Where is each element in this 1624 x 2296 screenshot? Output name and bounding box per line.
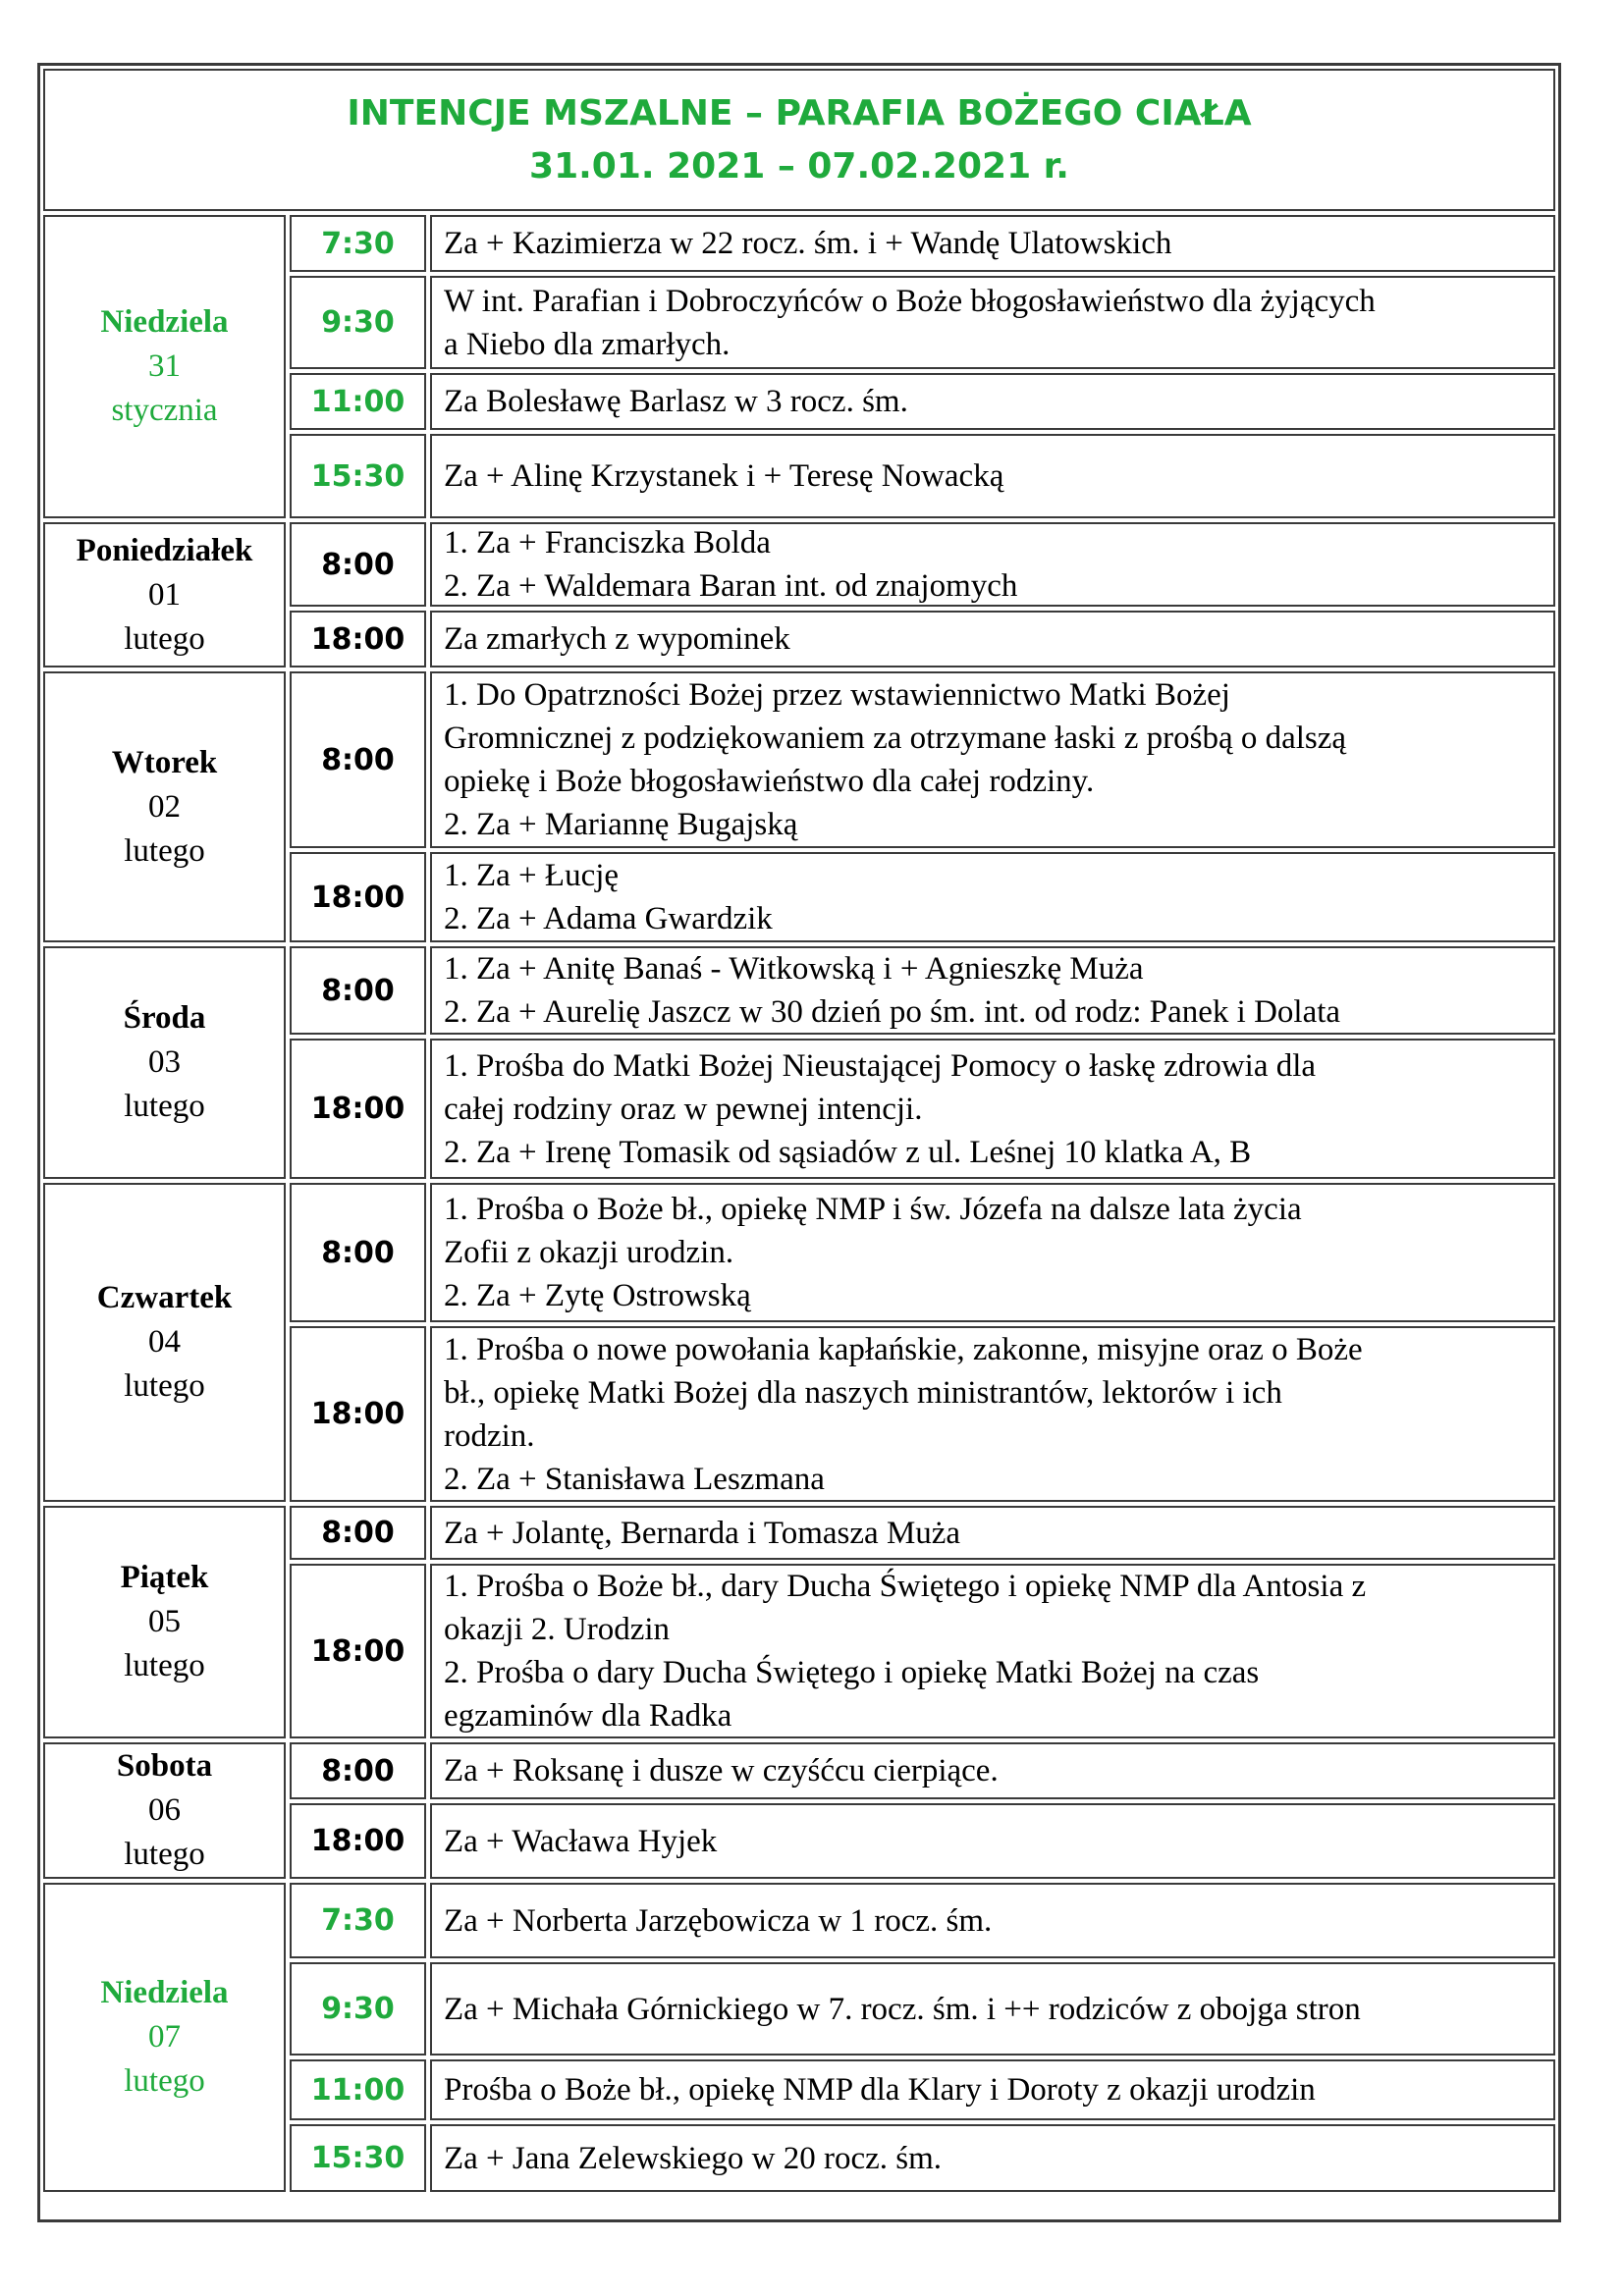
mass-time: 8:00	[290, 522, 426, 607]
mass-intention	[430, 2124, 1555, 2192]
mass-intention	[430, 1883, 1555, 1958]
mass-intention	[430, 434, 1555, 518]
day-cell	[43, 1883, 286, 2192]
mass-time: 15:30	[290, 2124, 426, 2192]
day-month: lutego	[124, 2063, 205, 2099]
day-number: 06	[148, 1792, 181, 1828]
mass-time: 18:00	[290, 1039, 426, 1179]
day-number: 04	[148, 1324, 181, 1360]
intention-line: 1. Za + Franciszka Bolda	[444, 525, 771, 561]
intention-line: Za + Wacława Hyjek	[444, 1823, 718, 1859]
mass-time: 15:30	[290, 434, 426, 518]
intention-line: Za + Norberta Jarzębowicza w 1 rocz. śm.	[444, 1902, 993, 1939]
intention-line: Za + Jolantę, Bernarda i Tomasza Muża	[444, 1515, 961, 1551]
date-range: 31.01. 2021 – 07.02.2021 r.	[529, 145, 1069, 187]
day-month: lutego	[124, 1089, 205, 1124]
day-number: 03	[148, 1044, 181, 1080]
mass-time: 8:00	[290, 1183, 426, 1322]
day-month: lutego	[124, 1368, 205, 1404]
day-cell	[43, 1506, 286, 1738]
day-month: stycznia	[111, 393, 218, 428]
intention-line: egzaminów dla Radka	[444, 1698, 732, 1734]
day-month: lutego	[124, 1837, 205, 1872]
mass-intention	[430, 1039, 1555, 1179]
day-number: 02	[148, 788, 181, 825]
document-title: INTENCJE MSZALNE – PARAFIA BOŻEGO CIAŁA	[347, 92, 1252, 133]
day-number: 07	[148, 2019, 181, 2055]
day-name: Niedziela	[100, 304, 229, 340]
intentions-table	[43, 69, 1555, 2216]
day-cell	[43, 215, 286, 518]
mass-intention	[430, 215, 1555, 272]
intention-line: Prośba o Boże bł., opiekę NMP dla Klary i Doroty z okazji urodzin	[444, 2072, 1316, 2108]
day-month: lutego	[124, 620, 205, 657]
intention-line: 1. Prośba o Boże bł., opiekę NMP i św. Józefa na dalsze lata życia	[444, 1192, 1302, 1227]
intention-line: 1. Za + Anitę Banaś - Witkowską i + Agnieszkę Muża	[444, 951, 1144, 987]
mass-time: 18:00	[290, 611, 426, 667]
mass-intentions-sheet	[37, 63, 1561, 2222]
intention-line: Za zmarłych z wypominek	[444, 621, 790, 657]
intention-line: 1. Prośba o Boże bł., dary Ducha Świętego i opiekę NMP dla Antosia z	[444, 1569, 1367, 1604]
intention-line: 2. Za + Waldemara Baran int. od znajomych	[444, 568, 1018, 604]
day-cell	[43, 946, 286, 1179]
day-number: 31	[148, 348, 181, 384]
intention-line: 2. Za + Adama Gwardzik	[444, 901, 773, 936]
mass-intention	[430, 522, 1555, 607]
intention-line: W int. Parafian i Dobroczyńców o Boże błogosławieństwo dla żyjących	[444, 283, 1376, 319]
intention-line: 2. Prośba o dary Ducha Świętego i opiekę Matki Bożej na czas	[444, 1655, 1260, 1690]
intention-line: 2. Za + Mariannę Bugajską	[444, 807, 798, 842]
intention-line: rodzin.	[444, 1417, 535, 1454]
intention-line: Zofii z okazji urodzin.	[444, 1235, 734, 1270]
mass-time: 18:00	[290, 1326, 426, 1502]
mass-intention	[430, 1742, 1555, 1799]
mass-intention	[430, 946, 1555, 1035]
day-cell	[43, 522, 286, 667]
day-name: Niedziela	[100, 1975, 229, 2010]
mass-time: 8:00	[290, 1742, 426, 1799]
intention-line: a Niebo dla zmarłych.	[444, 326, 731, 362]
mass-intention	[430, 1506, 1555, 1560]
intention-line: Za + Alinę Krzystanek i + Teresę Nowacką	[444, 458, 1004, 494]
day-name: Środa	[123, 1000, 206, 1036]
intention-line: 2. Za + Irenę Tomasik od sąsiadów z ul. Leśnej 10 klatka A, B	[444, 1134, 1252, 1170]
day-name: Wtorek	[111, 744, 218, 780]
intention-line: 1. Za + Łucję	[444, 858, 620, 893]
mass-intention	[430, 611, 1555, 667]
mass-time: 9:30	[290, 276, 426, 369]
intention-line: 1. Prośba do Matki Bożej Nieustającej Pomocy o łaskę zdrowia dla	[444, 1047, 1317, 1084]
intention-line: opiekę i Boże błogosławieństwo dla całej rodziny.	[444, 764, 1095, 799]
mass-time: 7:30	[290, 1883, 426, 1958]
intention-line: Za Bolesławę Barlasz w 3 rocz. śm.	[444, 384, 908, 419]
mass-intention	[430, 671, 1555, 848]
mass-intention	[430, 1803, 1555, 1879]
mass-time: 18:00	[290, 1803, 426, 1879]
day-number: 01	[148, 576, 181, 613]
mass-time: 9:30	[290, 1962, 426, 2056]
intention-line: okazji 2. Urodzin	[444, 1612, 671, 1647]
intention-line: 1. Do Opatrzności Bożej przez wstawiennictwo Matki Bożej	[444, 677, 1230, 713]
intention-line: 2. Za + Stanisława Leszmana	[444, 1461, 825, 1497]
mass-time: 8:00	[290, 946, 426, 1035]
intention-line: Za + Roksanę i dusze w czyśćcu cierpiące.	[444, 1753, 999, 1789]
table-header	[43, 69, 1555, 211]
mass-time: 18:00	[290, 852, 426, 942]
mass-time: 8:00	[290, 671, 426, 848]
mass-time: 18:00	[290, 1564, 426, 1738]
day-cell	[43, 671, 286, 942]
mass-time: 7:30	[290, 215, 426, 272]
intention-line: Gromnicznej z podziękowaniem za otrzymane łaski z prośbą o dalszą	[444, 721, 1347, 756]
mass-intention	[430, 1183, 1555, 1322]
intention-line: bł., opiekę Matki Bożej dla naszych ministrantów, lektorów i ich	[444, 1374, 1282, 1411]
intention-line: Za + Michała Górnickiego w 7. rocz. śm. i ++ rodziców z obojga stron	[444, 1991, 1361, 2027]
intention-line: 2. Za + Zytę Ostrowską	[444, 1278, 751, 1313]
intention-line: całej rodziny oraz w pewnej intencji.	[444, 1091, 923, 1127]
mass-intention	[430, 852, 1555, 942]
mass-intention	[430, 1326, 1555, 1502]
day-cell	[43, 1742, 286, 1879]
day-name: Poniedziałek	[76, 532, 253, 568]
day-number: 05	[148, 1604, 181, 1639]
mass-intention	[430, 1564, 1555, 1738]
day-name: Sobota	[116, 1748, 213, 1784]
day-month: lutego	[124, 1648, 205, 1683]
intention-line: Za + Kazimierza w 22 rocz. śm. i + Wandę Ulatowskich	[444, 226, 1172, 261]
intention-line: Za + Jana Zelewskiego w 20 rocz. śm.	[444, 2140, 943, 2176]
day-cell	[43, 1183, 286, 1502]
mass-time: 11:00	[290, 373, 426, 430]
intention-line: 2. Za + Aurelię Jaszcz w 30 dzień po śm. int. od rodz: Panek i Dolata	[444, 994, 1341, 1030]
mass-time: 11:00	[290, 2059, 426, 2120]
day-name: Piątek	[120, 1560, 209, 1595]
mass-time: 8:00	[290, 1506, 426, 1560]
mass-intention	[430, 276, 1555, 369]
intention-line: 1. Prośba o nowe powołania kapłańskie, zakonne, misyjne oraz o Boże	[444, 1331, 1363, 1367]
mass-intention	[430, 373, 1555, 430]
mass-intention	[430, 2059, 1555, 2120]
mass-intention	[430, 1962, 1555, 2056]
day-name: Czwartek	[96, 1280, 233, 1315]
day-month: lutego	[124, 832, 205, 869]
